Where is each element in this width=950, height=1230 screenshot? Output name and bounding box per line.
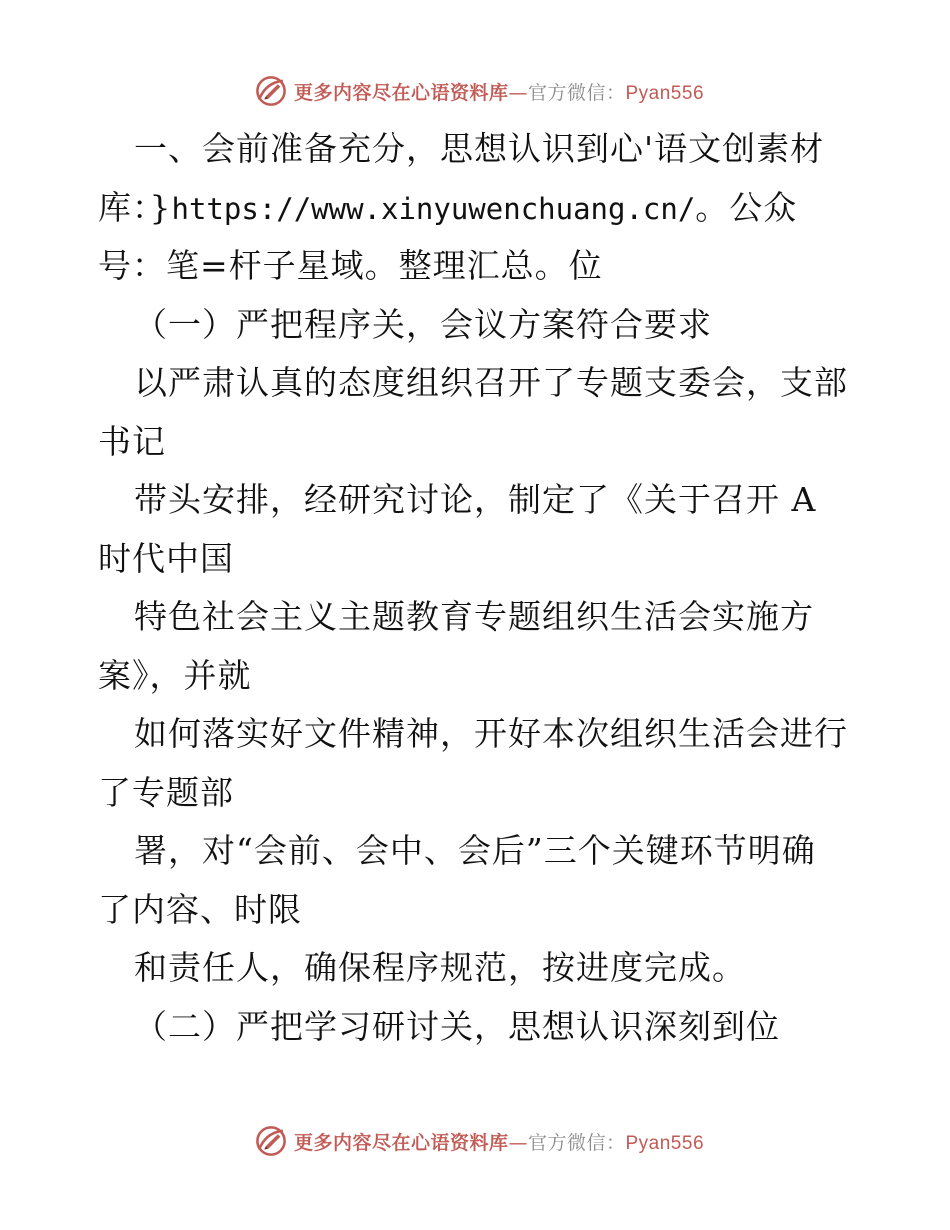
text-line <box>98 179 858 238</box>
line-text: 了内容、时限 <box>98 889 302 929</box>
watermark-main: 更多内容尽在心语资料库 <box>293 1131 509 1154</box>
line-text: 特色社会主义主题教育专题组织生活会实施方 <box>134 597 814 636</box>
text-line <box>98 647 858 706</box>
watermark-wechat-label: 官方微信： <box>527 81 626 104</box>
text-line <box>98 588 858 647</box>
watermark-dash: — <box>508 1131 528 1154</box>
line-text: 案》，并就 <box>98 655 252 695</box>
watermark-text <box>294 1128 704 1155</box>
watermark-wechat-label: 官方微信： <box>527 1131 626 1154</box>
line-text-prefix: 库：} <box>98 187 172 227</box>
line-text: 带头安排，经研究讨论，制定了《关于召开 A <box>134 480 817 519</box>
line-text: 如何落实好文件精神，开好本次组织生活会进行 <box>134 714 848 753</box>
heading-text: （一）严把程序关，会议方案符合要求 <box>134 304 712 344</box>
watermark-main: 更多内容尽在心语资料库 <box>293 81 509 104</box>
heading-text: （二）严把学习研讨关，思想认识深刻到位 <box>134 1006 780 1046</box>
pen-logo-icon <box>254 74 288 108</box>
line-text: 了专题部 <box>98 772 234 812</box>
text-line <box>98 471 858 530</box>
watermark-wechat-id: Pyan556 <box>625 1132 705 1154</box>
section-heading <box>98 296 858 355</box>
text-line <box>98 120 858 179</box>
text-line <box>98 354 858 413</box>
line-text-suffix: 。公众 <box>695 187 798 227</box>
text-line <box>98 939 858 998</box>
line-text: 以严肃认真的态度组织召开了专题支委会，支部 <box>134 363 848 402</box>
line-text: 书记 <box>98 421 166 461</box>
text-line <box>98 764 858 823</box>
line-text: 和责任人，确保程序规范，按进度完成。 <box>134 948 746 987</box>
text-line <box>98 705 858 764</box>
text-line <box>98 413 858 472</box>
line-text: 时代中国 <box>98 538 234 578</box>
text-line <box>98 530 858 589</box>
line-text: 号：笔=杆子星域。整理汇总。位 <box>98 246 603 285</box>
line-text: 署，对“会前、会中、会后”三个关键环节明确 <box>134 831 816 870</box>
document-body <box>98 120 858 1056</box>
header-watermark-banner <box>0 72 950 110</box>
line-text: 一、会前准备充分，思想认识到心'语文创素材 <box>134 129 825 168</box>
section-heading <box>98 998 858 1057</box>
text-line <box>98 237 858 296</box>
text-line <box>98 822 858 881</box>
text-line <box>98 881 858 940</box>
pen-logo-icon <box>254 1124 288 1158</box>
watermark-text <box>294 78 704 105</box>
url-text: https://www.xinyuwenchuang.cn/ <box>171 191 696 226</box>
watermark-dash: — <box>508 81 528 104</box>
watermark-wechat-id: Pyan556 <box>625 82 705 104</box>
footer-watermark-banner <box>0 1122 950 1160</box>
